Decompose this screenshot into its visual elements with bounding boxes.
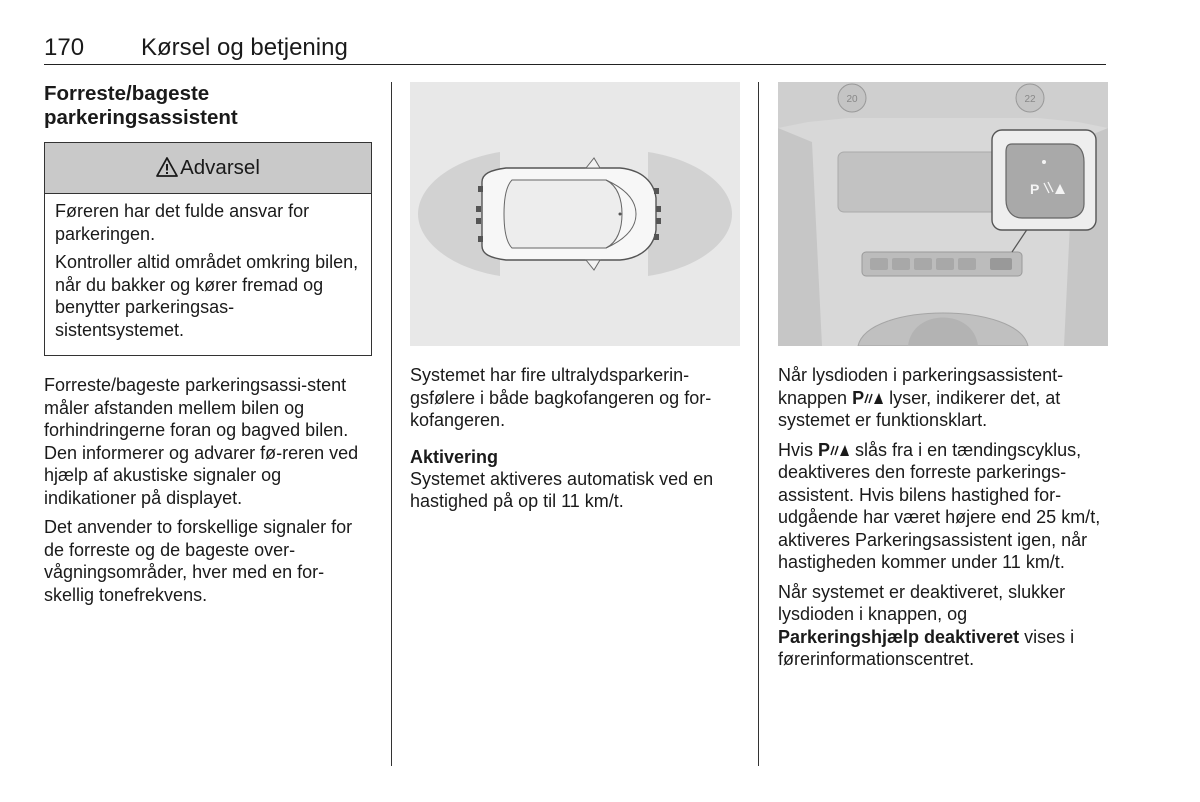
warning-header — [45, 143, 371, 194]
console-button-figure — [778, 82, 1108, 346]
sensor-diagram-figure — [410, 82, 740, 346]
warning-title: Advarsel — [180, 156, 260, 179]
text-span: vises i førerinformationscentret. — [778, 626, 1075, 669]
display-message: Parkeringshjælp deaktiveret — [778, 626, 1020, 647]
paragraph — [778, 581, 1108, 671]
figure-caption: Systemet har fire ultralydsparkerin-gsfølere i både bagkofangeren og for-kofangeren. — [410, 365, 712, 430]
park-assist-letter: P — [852, 387, 865, 408]
park-assist-icon — [818, 440, 850, 460]
subheading: Aktivering — [410, 446, 499, 467]
center-console-illustration — [778, 82, 1108, 346]
warning-text: Føreren har det fulde ansvar for parkeringen. — [55, 201, 310, 244]
park-assist-icon: P — [1030, 181, 1040, 197]
text-span: Hvis — [778, 439, 813, 460]
body-text — [44, 374, 374, 606]
paragraph — [778, 439, 1108, 574]
warning-triangle-icon — [156, 146, 178, 196]
warning-body — [45, 194, 371, 355]
column-right — [778, 82, 1108, 678]
svg-text:22: 22 — [1024, 94, 1036, 105]
svg-text:20: 20 — [846, 94, 858, 105]
column-left — [44, 82, 374, 613]
park-assist-icon — [852, 388, 884, 408]
warning-text: Kontroller altid området omkring bilen, når du bakker og kører fremad og benytter parkeringsas-sistentsystemet. — [55, 252, 359, 340]
text-span: Når lysdioden i parkeringsassistent-knappen — [778, 365, 1064, 408]
paragraph: Forreste/bageste parkeringsassi-stent måler afstanden mellem bilen og forhindringerne foran og bagved bilen. Den informerer og advarer fø-reren ved hjælp af akustiske signaler og indikationer på displayet. — [44, 375, 359, 508]
section-title-line1: Forreste/bageste — [44, 82, 210, 105]
column-middle — [410, 82, 740, 520]
page-number: 170 — [44, 34, 85, 61]
section-title-line2: parkeringsassistent — [44, 106, 238, 129]
text-span: slås fra i en tændingscyklus, deaktiveres den forreste parkerings-assistent. Hvis bilens hastighed for-udgående har været højere end 25 km/t, aktiveres Parkeringsassistent igen, når hastigheden kommer under 11 km/t. — [778, 439, 1101, 572]
car-top-view-illustration — [410, 82, 740, 346]
park-assist-letter: P — [818, 439, 831, 460]
paragraph: Systemet aktiveres automatisk ved en hastighed på op til 11 km/t. — [410, 468, 714, 511]
chapter-title: Kørsel og betjening — [141, 34, 348, 61]
column-divider — [758, 82, 759, 766]
text-span: Når systemet er deaktiveret, slukker lysdioden i knappen, og — [778, 581, 1066, 624]
page-header — [44, 34, 1106, 65]
warning-box — [44, 142, 372, 356]
paragraph: Det anvender to forskellige signaler for de forreste og de bageste over-vågningsområder, hver med en for-skellig tonefrekvens. — [44, 517, 353, 605]
column-divider — [391, 82, 392, 766]
section-title — [44, 82, 374, 130]
paragraph — [778, 364, 1108, 432]
text-span: lyser, indikerer det, at systemet er funktionsklart. — [778, 387, 1061, 430]
